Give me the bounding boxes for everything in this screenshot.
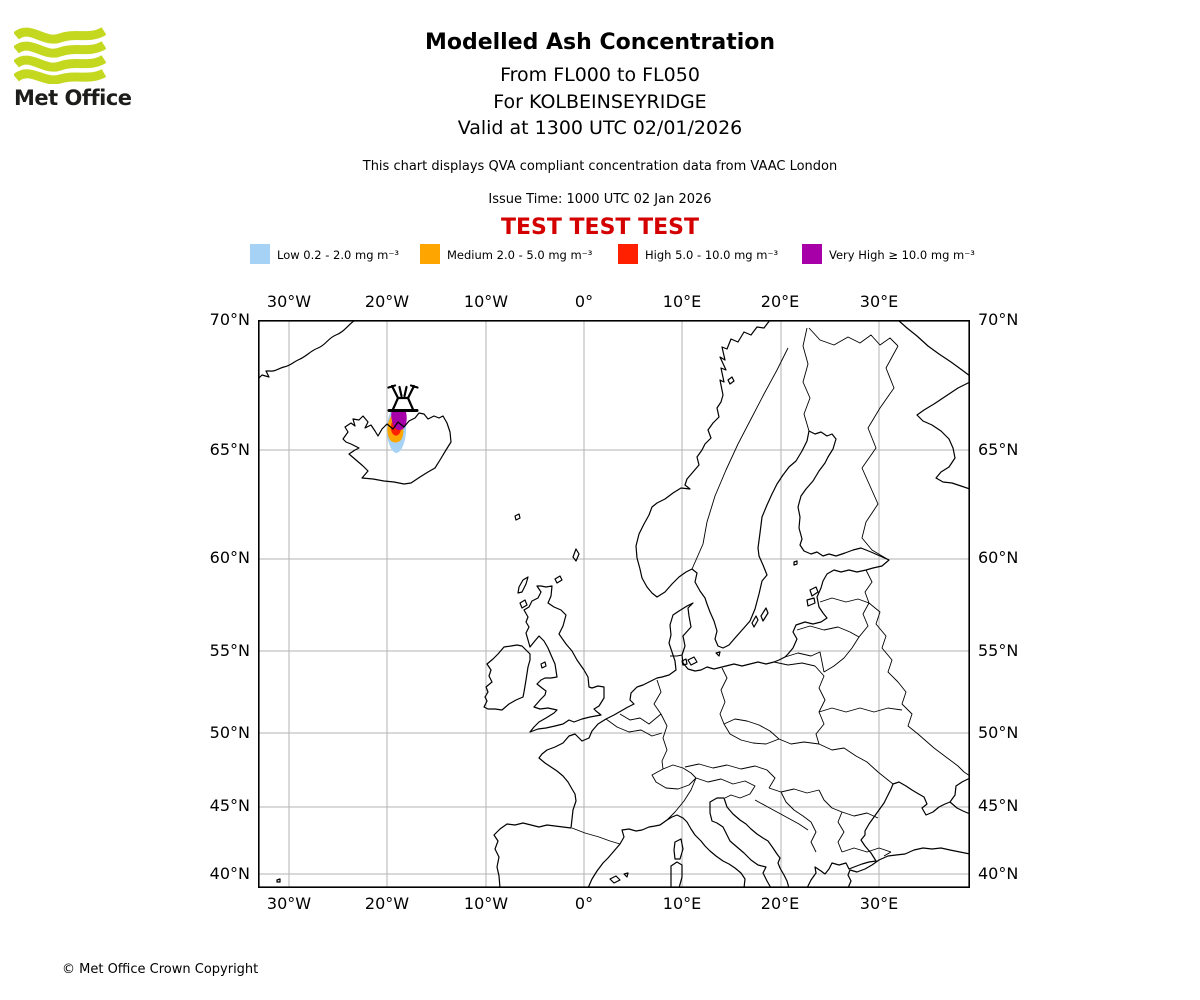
y-tick-right-50n: 50°N <box>978 723 1019 742</box>
coast-kola <box>898 320 970 376</box>
y-tick-left-60n: 60°N <box>209 548 250 567</box>
coast-black-sea-east <box>950 802 970 814</box>
y-tick-right-40n: 40°N <box>978 864 1019 883</box>
x-tick-bottom-30w: 30°W <box>266 894 312 913</box>
coast-islands <box>277 377 818 888</box>
y-tick-right-70n: 70°N <box>978 310 1019 329</box>
coast-mainland <box>494 320 889 888</box>
coast-white-sea <box>917 382 970 489</box>
y-tick-left-50n: 50°N <box>209 723 250 742</box>
y-tick-left-40n: 40°N <box>209 864 250 883</box>
coast-ireland <box>484 645 530 710</box>
page-title: Modelled Ash Concentration <box>424 30 776 55</box>
x-tick-top-30e: 30°E <box>859 292 899 311</box>
legend-label-low: Low 0.2 - 2.0 mg m⁻³ <box>277 248 400 262</box>
coast-great-britain <box>524 586 604 732</box>
x-tick-top-20e: 20°E <box>760 292 800 311</box>
x-tick-bottom-20e: 20°E <box>760 894 800 913</box>
subtitle-volcano-name: For KOLBEINSEYRIDGE <box>493 91 707 113</box>
country-borders <box>572 328 970 856</box>
y-tick-left-45n: 45°N <box>209 796 250 815</box>
y-tick-left-65n: 65°N <box>209 440 250 459</box>
test-banner: TEST TEST TEST <box>501 215 699 240</box>
coastlines <box>258 320 970 888</box>
map-frame <box>259 321 969 887</box>
subtitle-flight-levels: From FL000 to FL050 <box>500 64 700 86</box>
coast-turkey-north <box>879 848 970 860</box>
issue-time: Issue Time: 1000 UTC 02 Jan 2026 <box>488 192 712 207</box>
y-tick-right-55n: 55°N <box>978 641 1019 660</box>
x-tick-top-0: 0° <box>574 292 594 311</box>
x-tick-bottom-20w: 20°W <box>364 894 410 913</box>
subtitle-valid-time: Valid at 1300 UTC 02/01/2026 <box>457 117 743 139</box>
legend-swatch-low <box>250 244 270 264</box>
volcano-symbol <box>389 386 418 411</box>
legend-swatch-medium <box>420 244 440 264</box>
x-tick-top-30w: 30°W <box>266 292 312 311</box>
europe-map <box>258 320 970 888</box>
x-tick-bottom-10w: 10°W <box>463 894 509 913</box>
x-tick-bottom-10e: 10°E <box>662 894 702 913</box>
y-tick-left-55n: 55°N <box>209 641 250 660</box>
copyright: © Met Office Crown Copyright <box>62 962 259 977</box>
x-tick-top-20w: 20°W <box>364 292 410 311</box>
legend-label-medium: Medium 2.0 - 5.0 mg m⁻³ <box>447 248 593 262</box>
legend-swatch-high <box>618 244 638 264</box>
y-tick-right-65n: 65°N <box>978 440 1019 459</box>
graticule <box>258 320 970 888</box>
x-tick-bottom-30e: 30°E <box>859 894 899 913</box>
x-tick-top-10e: 10°E <box>662 292 702 311</box>
x-tick-bottom-0: 0° <box>574 894 594 913</box>
legend-label-very-high: Very High ≥ 10.0 mg m⁻³ <box>829 248 975 262</box>
coast-greenland <box>258 320 355 379</box>
met-office-logo-text: Met Office <box>14 86 132 110</box>
legend-label-high: High 5.0 - 10.0 mg m⁻³ <box>645 248 779 262</box>
legend-swatch-very-high <box>802 244 822 264</box>
y-tick-right-45n: 45°N <box>978 796 1019 815</box>
y-tick-right-60n: 60°N <box>978 548 1019 567</box>
y-tick-left-70n: 70°N <box>209 310 250 329</box>
qva-compliance-note: This chart displays QVA compliant concentration data from VAAC London <box>362 159 838 174</box>
x-tick-top-10w: 10°W <box>463 292 509 311</box>
